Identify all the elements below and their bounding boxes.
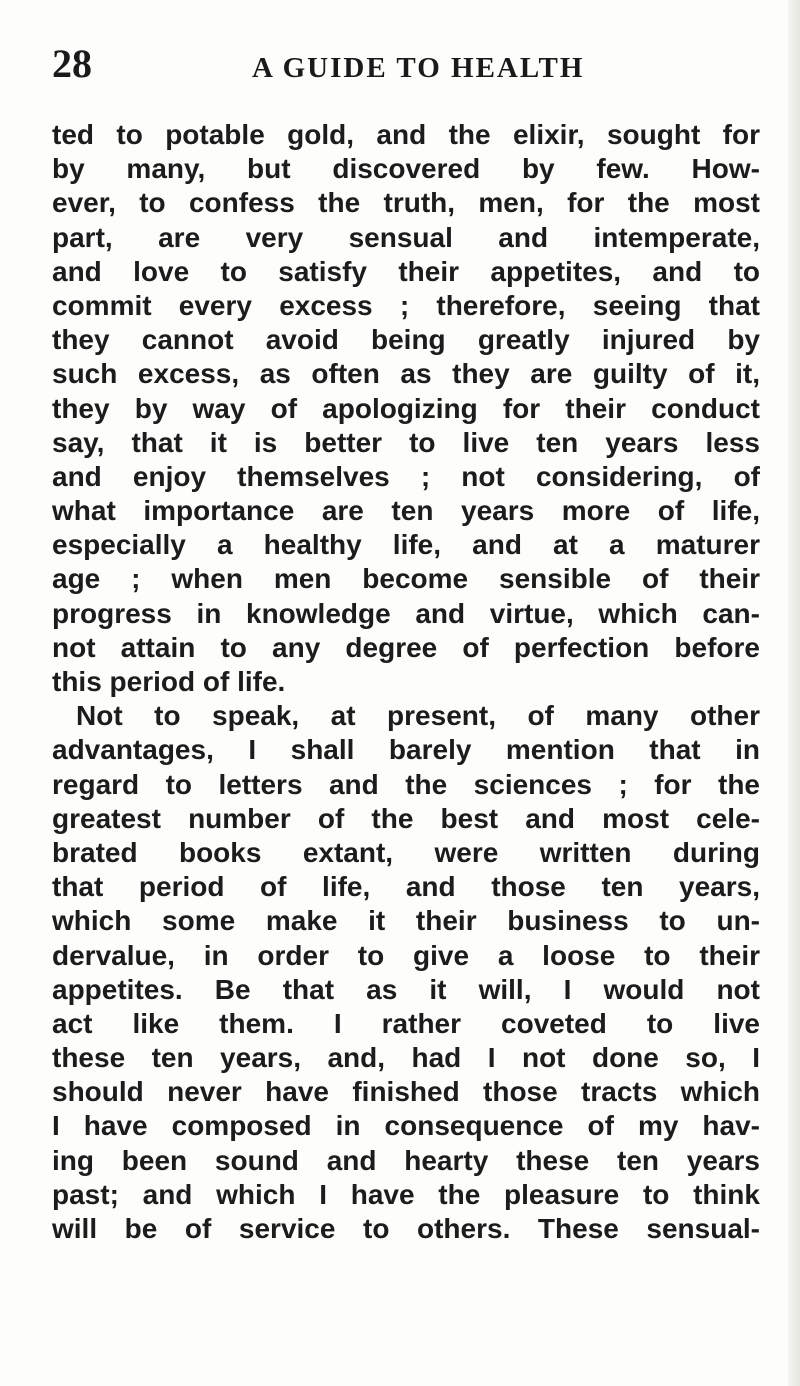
text-line: that period of life, and those ten years, bbox=[52, 871, 760, 903]
page-edge bbox=[788, 0, 800, 1386]
text-line: these ten years, and, had I not done so, I bbox=[52, 1042, 760, 1074]
text-line: progress in knowledge and virtue, which can- bbox=[52, 597, 760, 629]
running-head bbox=[52, 42, 692, 86]
text-line: they by way of apologizing for their conduct bbox=[52, 392, 760, 424]
text-line: age ; when men become sensible of their bbox=[52, 563, 760, 595]
text-line: advantages, I shall barely mention that in bbox=[52, 734, 760, 766]
text-line: brated books extant, were written during bbox=[52, 836, 760, 868]
text-line: past; and which I have the pleasure to think bbox=[52, 1178, 760, 1210]
text-line: commit every excess ; therefore, seeing that bbox=[52, 289, 760, 321]
text-line: part, are very sensual and intemperate, bbox=[52, 221, 760, 253]
text-line: regard to letters and the sciences ; for the bbox=[52, 768, 760, 800]
text-line: say, that it is better to live ten years less bbox=[52, 426, 760, 458]
page-number: 28 bbox=[52, 41, 92, 86]
text-line: which some make it their business to un- bbox=[52, 905, 760, 937]
text-line: Not to speak, at present, of many other bbox=[76, 700, 760, 732]
text-line: and enjoy themselves ; not considering, of bbox=[52, 460, 760, 492]
text-line: especially a healthy life, and at a maturer bbox=[52, 529, 760, 561]
text-line: dervalue, in order to give a loose to their bbox=[52, 939, 760, 971]
text-line: should never have finished those tracts which bbox=[52, 1076, 760, 1108]
text-line: act like them. I rather coveted to live bbox=[52, 1007, 760, 1039]
text-line: what importance are ten years more of life, bbox=[52, 495, 760, 527]
text-line: will be of service to others. These sensual- bbox=[52, 1213, 760, 1244]
text-line: not attain to any degree of perfection before bbox=[52, 631, 760, 663]
text-line: they cannot avoid being greatly injured by bbox=[52, 324, 760, 356]
text-line: appetites. Be that as it will, I would not bbox=[52, 973, 760, 1005]
text-line: I have composed in consequence of my hav- bbox=[52, 1110, 760, 1142]
text-line: ing been sound and hearty these ten years bbox=[52, 1144, 760, 1176]
text-line: ted to potable gold, and the elixir, sought for bbox=[52, 119, 760, 150]
text-line: ever, to confess the truth, men, for the most bbox=[52, 187, 760, 219]
text-line: greatest number of the best and most cele- bbox=[52, 802, 760, 834]
text-line: this period of life. bbox=[52, 666, 286, 697]
text-line: and love to satisfy their appetites, and to bbox=[52, 255, 760, 287]
text-line: such excess, as often as they are guilty of it, bbox=[52, 358, 760, 390]
body-text bbox=[52, 118, 760, 1246]
text-line: by many, but discovered by few. How- bbox=[52, 153, 760, 185]
running-title: A GUIDE TO HEALTH bbox=[252, 52, 585, 84]
